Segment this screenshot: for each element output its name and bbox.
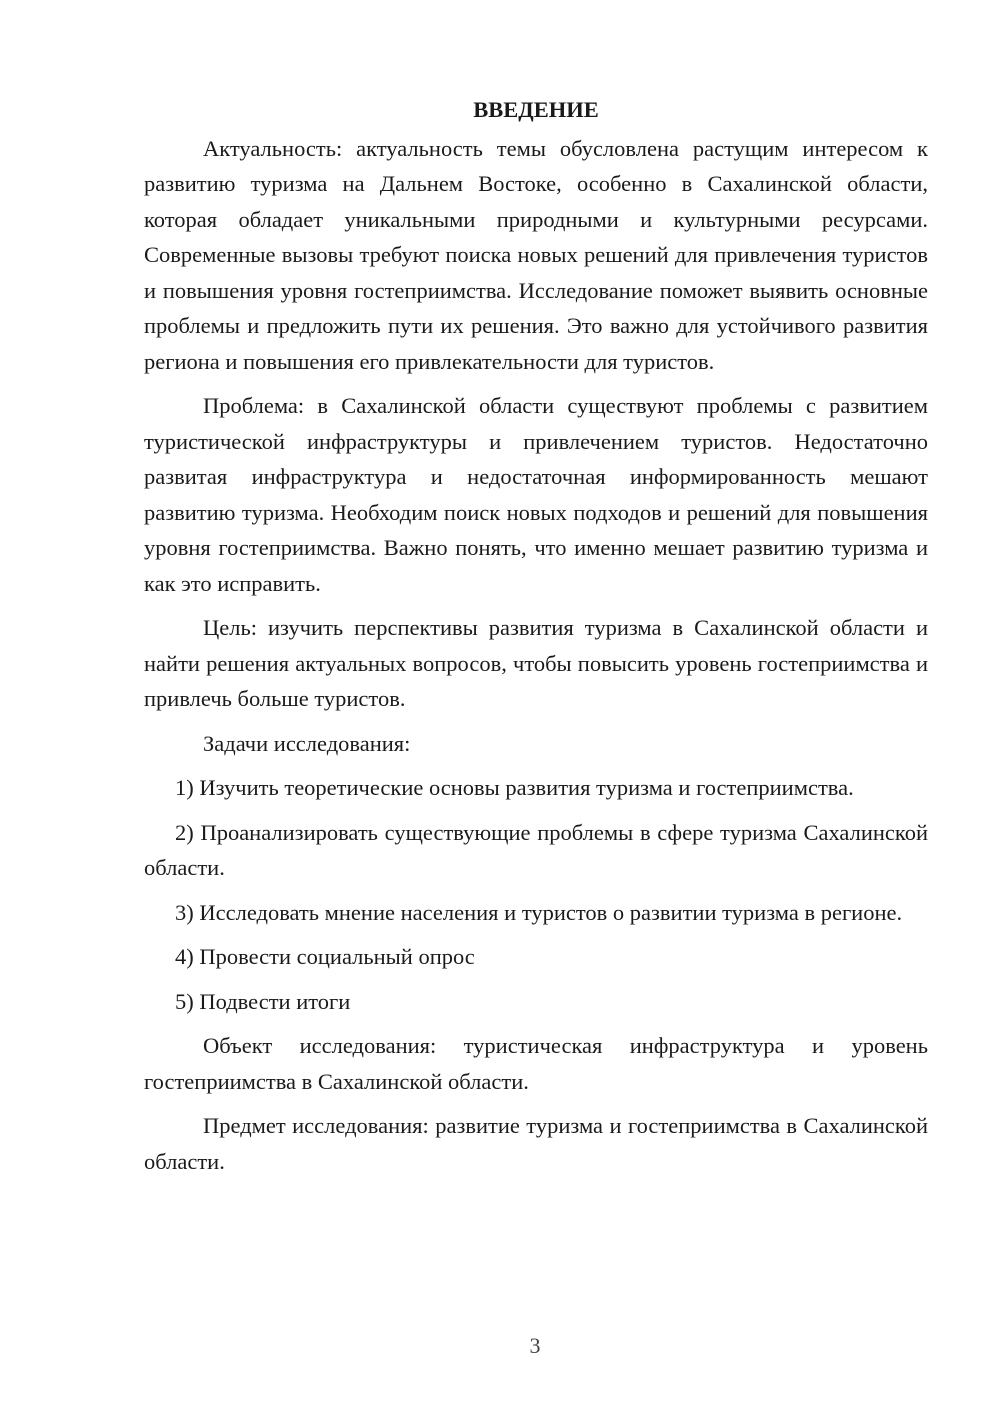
task-item-4: 4) Провести социальный опрос (175, 944, 475, 969)
page-number: 3 (529, 1333, 541, 1358)
subject-paragraph: Предмет исследования: развитие туризма и гостеприимства в Сахалинской области. (144, 1113, 928, 1174)
task-item-3: 3) Исследовать мнение населения и туристов о развитии туризма в регионе. (175, 899, 903, 925)
page-title: ВВЕДЕНИЕ (473, 97, 599, 122)
goal-paragraph: Цель: изучить перспективы развития туризма в Сахалинской области и найти решения актуальных вопросов, чтобы повысить уровень гостеприимства и привлечь больше туристов. (144, 615, 928, 711)
task-item-5: 5) Подвести итоги (175, 988, 351, 1014)
tasks-heading: Задачи исследования: (203, 730, 411, 756)
task-item-1: 1) Изучить теоретические основы развития туризма и гостеприимства. (175, 775, 854, 800)
document-page (144, 92, 928, 1188)
object-paragraph: Объект исследования: туристическая инфраструктура и уровень гостеприимства в Сахалинской области. (144, 1033, 928, 1094)
problem-paragraph: Проблема: в Сахалинской области существуют проблемы с развитием туристической инфраструктуры и привлечением туристов. Недостаточно развитая инфраструктура и недостаточная информированность мешают развитию туризма. Необходим поиск новых подходов и решений для повышения уровня гостеприимства. Важно понять, что именно мешает развитию туризма и как это исправить. (144, 393, 928, 596)
task-item-2: 2) Проанализировать существующие проблемы в сфере туризма Сахалинской области. (144, 819, 928, 880)
relevance-paragraph: Актуальность: актуальность темы обусловлена растущим интересом к развитию туризма на Дальнем Востоке, особенно в Сахалинской области, которая обладает уникальными природными и культурными ресурсами. Современные вызовы требуют поиска новых решений для привлечения туристов и повышения уровня гостеприимства. Исследование поможет выявить основные проблемы и предложить пути их решения. Это важно для устойчивого развития региона и повышения его привлекательности для туристов. (144, 135, 928, 374)
